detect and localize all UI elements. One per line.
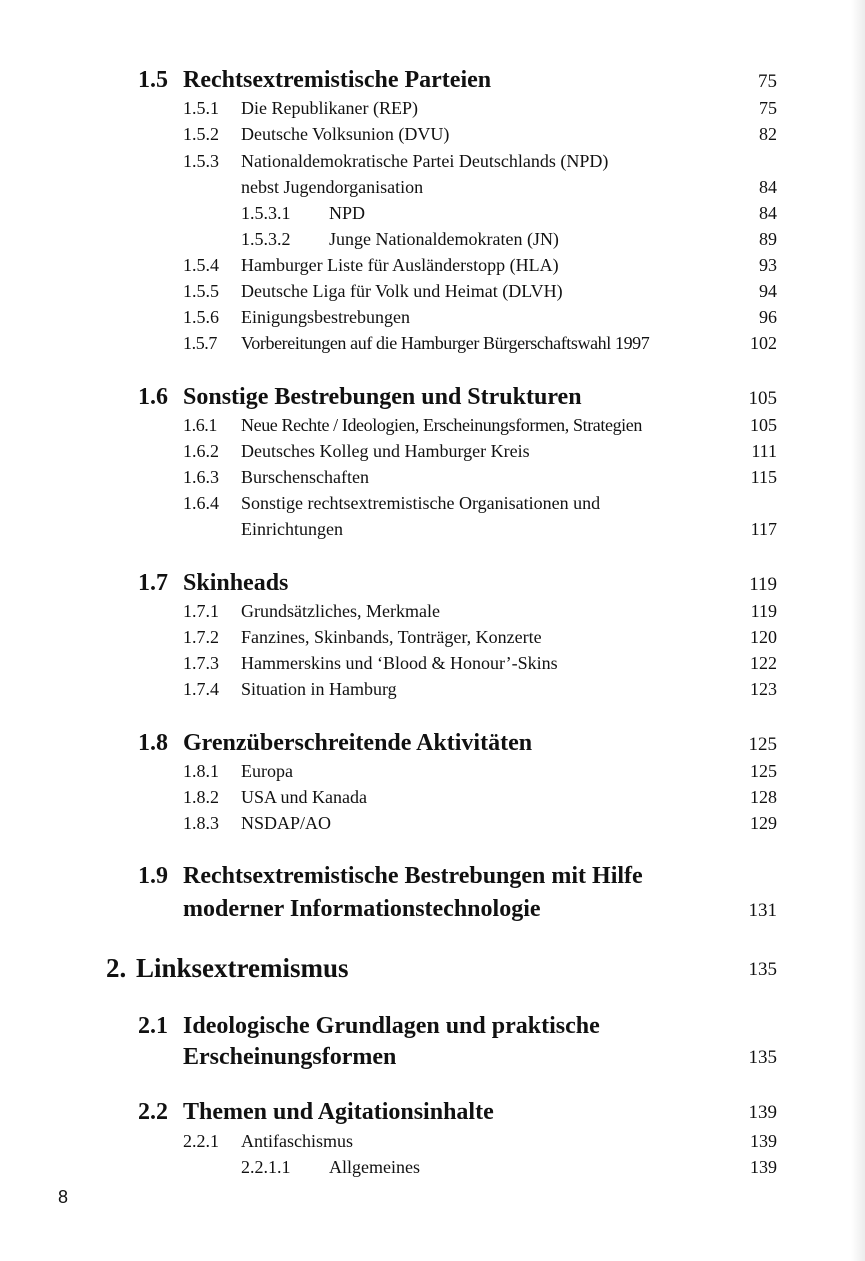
toc-page-number: 129 (750, 813, 777, 833)
toc-page-number: 131 (748, 900, 777, 921)
toc-subsection: 1.6.4 Sonstige rechtsextremistische Organisationen und (183, 493, 601, 513)
toc-subsection: 1.7.4 Situation in Hamburg (183, 679, 397, 699)
toc-page-number: 111 (751, 441, 777, 461)
toc-page-number: 96 (759, 307, 777, 327)
toc-section-heading: 1.5 Rechtsextremistische Parteien (138, 67, 492, 93)
toc-subsection: 1.6.3 Burschenschaften (183, 467, 369, 487)
toc-page-number: 105 (748, 388, 777, 409)
toc-subsubsection: 1.5.3.2 Junge Nationaldemokraten (JN) (241, 229, 559, 249)
toc-subsection: 1.5.2 Deutsche Volksunion (DVU) (183, 124, 450, 144)
toc-subsection: 1.6.1 Neue Rechte / Ideologien, Erscheinungsformen, Strategien (183, 415, 642, 435)
toc-page-number: 139 (750, 1157, 777, 1177)
toc-page-number: 120 (750, 627, 777, 647)
toc-page-number: 125 (748, 734, 777, 755)
toc-subsection: 1.5.6 Einigungsbestrebungen (183, 307, 410, 327)
toc-page-number: 82 (759, 124, 777, 144)
toc-subsection: 1.8.1 Europa (183, 761, 293, 781)
toc-subsection: 2.2.1 Antifaschismus (183, 1131, 353, 1151)
toc-section-heading-continuation: Erscheinungsformen (183, 1044, 397, 1070)
toc-chapter-heading: 2. Linksextremismus (106, 953, 349, 983)
toc-page-number: 135 (748, 1047, 777, 1068)
toc-subsection: 1.5.5 Deutsche Liga für Volk und Heimat (DLVH) (183, 281, 563, 301)
toc-page-number: 123 (750, 679, 777, 699)
toc-page-number: 89 (759, 229, 777, 249)
toc-subsection: 1.7.1 Grundsätzliches, Merkmale (183, 601, 440, 621)
toc-page-number: 122 (750, 653, 777, 673)
toc-page-number: 93 (759, 255, 777, 275)
page-edge-shadow (851, 0, 865, 1261)
toc-section-heading: 2.1 Ideologische Grundlagen und praktische (138, 1013, 600, 1039)
toc-subsection: 1.5.1 Die Republikaner (REP) (183, 98, 418, 118)
toc-page-number: 105 (750, 415, 777, 435)
toc-subsection: 1.7.3 Hammerskins und ‘Blood & Honour’-Skins (183, 653, 558, 673)
toc-section-heading: 2.2 Themen und Agitationsinhalte (138, 1099, 494, 1125)
toc-page-number: 102 (750, 333, 777, 353)
toc-subsection-continuation: nebst Jugendorganisation (241, 177, 424, 197)
toc-page-number: 75 (759, 98, 777, 118)
toc-section-heading: 1.6 Sonstige Bestrebungen und Strukturen (138, 384, 582, 410)
toc-page-number: 84 (759, 177, 777, 197)
toc-subsubsection: 2.2.1.1 Allgemeines (241, 1157, 420, 1177)
toc-page-number: 115 (750, 467, 777, 487)
toc-subsection: 1.6.2 Deutsches Kolleg und Hamburger Kreis (183, 441, 530, 461)
toc-page-number: 119 (750, 601, 777, 621)
toc-subsection: 1.5.3 Nationaldemokratische Partei Deutschlands (NPD) (183, 151, 609, 171)
toc-subsection: 1.5.7 Vorbereitungen auf die Hamburger Bürgerschaftswahl 1997 (183, 333, 650, 353)
toc-subsection: 1.8.3 NSDAP/AO (183, 813, 332, 833)
toc-page-number: 128 (750, 787, 777, 807)
toc-page-number: 84 (759, 203, 777, 223)
toc-page-number: 94 (759, 281, 777, 301)
toc-subsection: 1.7.2 Fanzines, Skinbands, Tonträger, Konzerte (183, 627, 542, 647)
toc-subsection: 1.8.2 USA und Kanada (183, 787, 367, 807)
toc-subsection-continuation: Einrichtungen (241, 519, 343, 539)
toc-subsection: 1.5.4 Hamburger Liste für Ausländerstopp (HLA) (183, 255, 559, 275)
toc-section-heading: 1.8 Grenzüberschreitende Aktivitäten (138, 730, 533, 756)
toc-page-number: 139 (748, 1102, 777, 1123)
page-number-footer: 8 (58, 1187, 69, 1207)
toc-page-number: 139 (750, 1131, 777, 1151)
toc-section-heading-continuation: moderner Informationstechnologie (183, 896, 541, 922)
toc-subsubsection: 1.5.3.1 NPD (241, 203, 366, 223)
toc-section-heading: 1.7 Skinheads (138, 570, 289, 596)
toc-page-number: 75 (758, 71, 777, 92)
toc-page-number: 119 (749, 574, 777, 595)
toc-page-number: 117 (750, 519, 777, 539)
toc-page-number: 125 (750, 761, 777, 781)
toc-page-number: 135 (748, 959, 777, 980)
toc-section-heading: 1.9 Rechtsextremistische Bestrebungen mit Hilfe (138, 863, 643, 889)
